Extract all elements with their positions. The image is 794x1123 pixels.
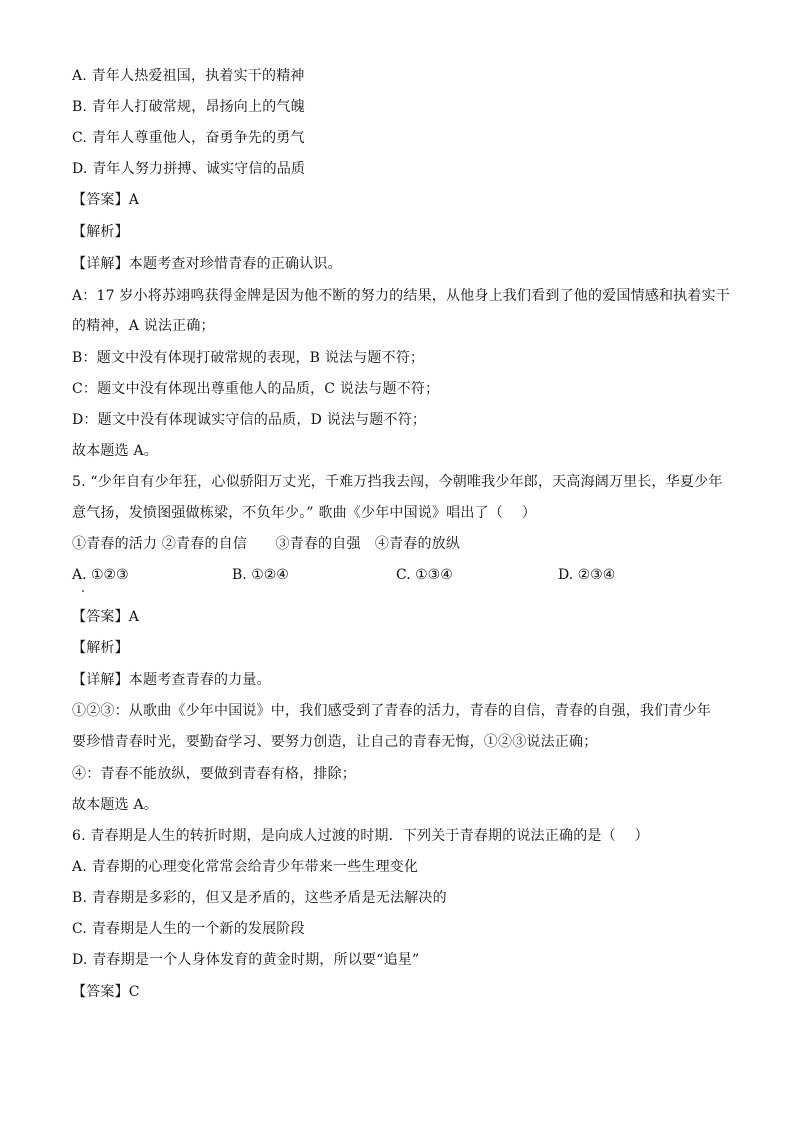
q4-explain-line: C：题文中没有体现出尊重他人的品质，C 说法与题不符； xyxy=(72,381,440,397)
q4-conclusion: 故本题选 A。 xyxy=(72,443,158,459)
q5-choice-c: C. ①③④ xyxy=(396,567,453,583)
q4-explain-line: D：题文中没有体现诚实守信的品质，D 说法与题不符； xyxy=(72,412,427,428)
q6-option-c: C. 青春期是人生的一个新的发展阶段 xyxy=(72,921,305,937)
q5-choice-b: B. ①②④ xyxy=(232,567,289,583)
q5-choice-a: A. ①②③ xyxy=(72,567,129,583)
q5-explain-line: ①②③：从歌曲《少年中国说》中，我们感受到了青春的活力，青春的自信，青春的自强，我们青少年 xyxy=(72,703,711,719)
q5-items: ①青春的活力 ②青春的自信 ③青春的自强 ④青春的放纵 xyxy=(72,536,461,552)
q4-option-b: B. 青年人打破常规，昂扬向上的气魄 xyxy=(72,99,305,115)
q4-option-c: C. 青年人尊重他人，奋勇争先的勇气 xyxy=(72,130,305,146)
q5-stem-line: 意气扬，发愤图强做栋梁，不负年少。” 歌曲《少年中国说》唱出了（ ） xyxy=(72,505,537,521)
q5-answer: 【答案】A xyxy=(72,609,140,625)
q5-choice-d: D. ②③④ xyxy=(558,567,616,583)
q5-conclusion: 故本题选 A。 xyxy=(72,797,158,813)
q4-option-d: D. 青年人努力拼搏、诚实守信的品质 xyxy=(72,161,306,177)
q4-option-a: A. 青年人热爱祖国，执着实干的精神 xyxy=(72,68,305,84)
q6-answer: 【答案】C xyxy=(72,984,140,1000)
q5-stem-line: 5. “少年自有少年狂，心似骄阳万丈光，千难万挡我去闯，今朝唯我少年郎，天高海阔万里长，华夏少年 xyxy=(72,474,723,490)
q4-answer: 【答案】A xyxy=(72,192,140,208)
q6-option-d: D. 青春期是一个人身体发育的黄金时期，所以要“追星” xyxy=(72,952,420,968)
q4-explain-line: A：17 岁小将苏翊鸣获得金牌是因为他不断的努力的结果，从他身上我们看到了他的爱国情感和执着实干 xyxy=(72,288,730,304)
q4-detail: 【详解】本题考查对珍惜青春的正确认识。 xyxy=(72,256,342,272)
q5-explain-line: ④：青春不能放纵，要做到青春有格，排除； xyxy=(72,766,356,782)
q6-stem: 6. 青春期是人生的转折时期，是向成人过渡的时期．下列关于青春期的说法正确的是（ ） xyxy=(72,828,649,844)
q4-explain-line: B：题文中没有体现打破常规的表现，B 说法与题不符； xyxy=(72,350,425,366)
q5-detail: 【详解】本题考查青春的力量。 xyxy=(72,672,271,688)
q4-analysis-label: 【解析】 xyxy=(72,224,129,240)
q6-option-b: B. 青春期是多彩的，但又是矛盾的，这些矛盾是无法解决的 xyxy=(72,890,447,906)
q5-analysis-label: 【解析】 xyxy=(72,640,129,656)
q4-explain-line: 的精神，A 说法正确； xyxy=(72,318,215,334)
stray-dot xyxy=(82,590,84,592)
q5-explain-line: 要珍惜青春时光，要勤奋学习、要努力创造，让自己的青春无悔，①②③说法正确； xyxy=(72,734,598,750)
q6-option-a: A. 青春期的心理变化常常会给青少年带来一些生理变化 xyxy=(72,859,419,875)
